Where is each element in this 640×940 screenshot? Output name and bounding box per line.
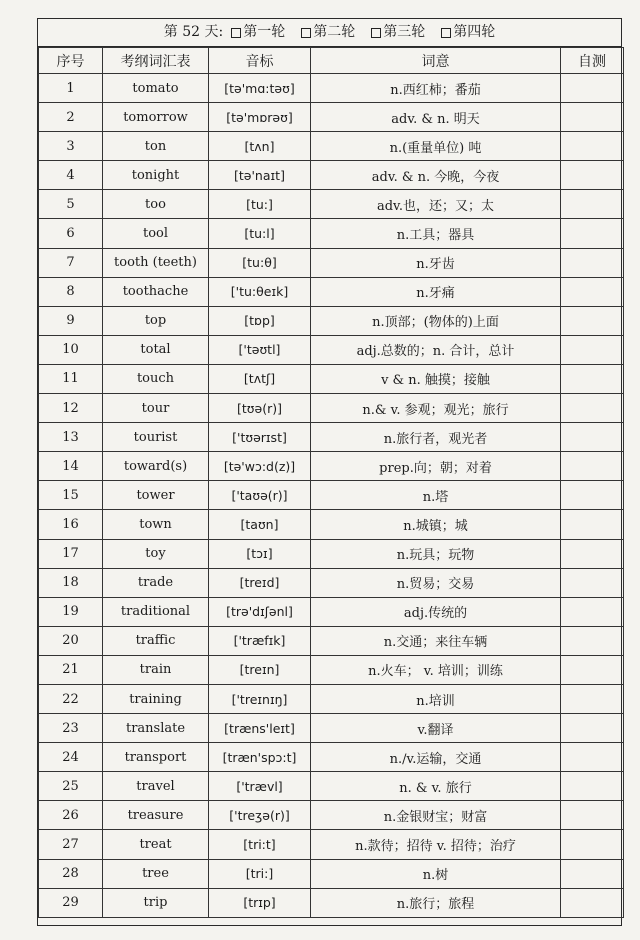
table-row (39, 626, 624, 655)
row-phonetic: [tə'mɑ:təʊ] (209, 74, 311, 103)
row-word: trade (103, 568, 209, 597)
row-selftest-cell[interactable] (561, 394, 624, 423)
row-word: travel (103, 772, 209, 801)
row-phonetic: [tu:] (209, 190, 311, 219)
row-meaning: n.贸易；交易 (311, 568, 561, 597)
row-selftest-cell[interactable] (561, 132, 624, 161)
vocabulary-table (38, 47, 624, 918)
row-meaning: n.培训 (311, 684, 561, 713)
row-selftest-cell[interactable] (561, 103, 624, 132)
row-word: tower (103, 481, 209, 510)
row-number: 25 (39, 772, 103, 801)
row-phonetic: [træn'spɔ:t] (209, 743, 311, 772)
row-word: toy (103, 539, 209, 568)
row-phonetic: ['tu:θeɪk] (209, 277, 311, 306)
table-row (39, 248, 624, 277)
table-row (39, 888, 624, 917)
table-row (39, 568, 624, 597)
table-row (39, 772, 624, 801)
row-word: tomorrow (103, 103, 209, 132)
round-3-checkbox[interactable]: 第三轮 (371, 19, 425, 46)
row-meaning: n.交通；来往车辆 (311, 626, 561, 655)
row-selftest-cell[interactable] (561, 743, 624, 772)
row-number: 5 (39, 190, 103, 219)
col-number-header: 序号 (39, 48, 103, 74)
row-selftest-cell[interactable] (561, 714, 624, 743)
row-phonetic: ['təʊtl] (209, 335, 311, 364)
row-number: 12 (39, 394, 103, 423)
row-number: 6 (39, 219, 103, 248)
row-word: tree (103, 859, 209, 888)
row-word: train (103, 655, 209, 684)
row-number: 28 (39, 859, 103, 888)
row-number: 14 (39, 452, 103, 481)
row-phonetic: [tʌn] (209, 132, 311, 161)
row-phonetic: [tə'naɪt] (209, 161, 311, 190)
row-number: 24 (39, 743, 103, 772)
row-word: traditional (103, 597, 209, 626)
row-word: tour (103, 394, 209, 423)
row-number: 16 (39, 510, 103, 539)
col-selftest-header: 自测 (561, 48, 624, 74)
row-meaning: n.顶部；(物体的)上面 (311, 306, 561, 335)
row-word: treasure (103, 801, 209, 830)
row-selftest-cell[interactable] (561, 423, 624, 452)
row-word: tooth (teeth) (103, 248, 209, 277)
row-word: treat (103, 830, 209, 859)
row-meaning: n.旅行者，观光者 (311, 423, 561, 452)
row-meaning: adv. & n. 今晚，今夜 (311, 161, 561, 190)
row-word: tomato (103, 74, 209, 103)
row-selftest-cell[interactable] (561, 888, 624, 917)
row-meaning: n.城镇；城 (311, 510, 561, 539)
row-phonetic: [tu:θ] (209, 248, 311, 277)
row-selftest-cell[interactable] (561, 539, 624, 568)
row-meaning: n.牙痛 (311, 277, 561, 306)
row-meaning: n.款待；招待 v. 招待；治疗 (311, 830, 561, 859)
row-word: top (103, 306, 209, 335)
row-number: 20 (39, 626, 103, 655)
table-row (39, 452, 624, 481)
row-meaning: v.翻译 (311, 714, 561, 743)
row-word: toothache (103, 277, 209, 306)
row-meaning: adj.总数的；n. 合计，总计 (311, 335, 561, 364)
table-row (39, 306, 624, 335)
row-number: 11 (39, 364, 103, 393)
row-meaning: adv. & n. 明天 (311, 103, 561, 132)
round-1-checkbox[interactable]: 第一轮 (231, 19, 285, 46)
checkbox-icon (441, 28, 451, 38)
row-phonetic: [tɒp] (209, 306, 311, 335)
vocabulary-sheet (37, 18, 622, 926)
table-row (39, 539, 624, 568)
table-row (39, 801, 624, 830)
table-row (39, 714, 624, 743)
row-selftest-cell[interactable] (561, 801, 624, 830)
table-row (39, 684, 624, 713)
table-row (39, 394, 624, 423)
row-meaning: n.火车； v. 培训；训练 (311, 655, 561, 684)
row-meaning: n.旅行；旅程 (311, 888, 561, 917)
row-selftest-cell[interactable] (561, 684, 624, 713)
row-meaning: n.西红柿；番茄 (311, 74, 561, 103)
row-phonetic: [tu:l] (209, 219, 311, 248)
table-row (39, 364, 624, 393)
row-phonetic: [treɪd] (209, 568, 311, 597)
row-meaning: n.牙齿 (311, 248, 561, 277)
table-row (39, 103, 624, 132)
row-meaning: adj.传统的 (311, 597, 561, 626)
table-row (39, 423, 624, 452)
row-word: town (103, 510, 209, 539)
row-number: 15 (39, 481, 103, 510)
row-word: training (103, 684, 209, 713)
table-row (39, 74, 624, 103)
row-phonetic: [tʊə(r)] (209, 394, 311, 423)
row-number: 8 (39, 277, 103, 306)
table-row (39, 655, 624, 684)
row-number: 10 (39, 335, 103, 364)
day-banner (38, 19, 621, 47)
row-selftest-cell[interactable] (561, 597, 624, 626)
row-word: ton (103, 132, 209, 161)
row-number: 26 (39, 801, 103, 830)
row-phonetic: [trə'dɪʃənl] (209, 597, 311, 626)
col-word-header: 考纲词汇表 (103, 48, 209, 74)
row-word: total (103, 335, 209, 364)
row-meaning: n.(重量单位) 吨 (311, 132, 561, 161)
row-selftest-cell[interactable] (561, 74, 624, 103)
row-number: 23 (39, 714, 103, 743)
row-phonetic: ['taʊə(r)] (209, 481, 311, 510)
table-row (39, 481, 624, 510)
row-selftest-cell[interactable] (561, 830, 624, 859)
row-meaning: n.& v. 参观；观光；旅行 (311, 394, 561, 423)
row-word: tonight (103, 161, 209, 190)
row-word: transport (103, 743, 209, 772)
row-number: 1 (39, 74, 103, 103)
row-meaning: n./v.运输，交通 (311, 743, 561, 772)
row-number: 3 (39, 132, 103, 161)
row-word: touch (103, 364, 209, 393)
row-meaning: prep.向；朝；对着 (311, 452, 561, 481)
row-number: 7 (39, 248, 103, 277)
row-selftest-cell[interactable] (561, 772, 624, 801)
row-number: 19 (39, 597, 103, 626)
row-word: tourist (103, 423, 209, 452)
row-phonetic: ['treʒə(r)] (209, 801, 311, 830)
row-number: 29 (39, 888, 103, 917)
row-meaning: adv.也，还；又；太 (311, 190, 561, 219)
round-2-checkbox[interactable]: 第二轮 (301, 19, 355, 46)
table-row (39, 277, 624, 306)
row-phonetic: [træns'leɪt] (209, 714, 311, 743)
day-label: 第 52 天: (163, 24, 224, 40)
row-phonetic: [tə'wɔ:d(z)] (209, 452, 311, 481)
row-selftest-cell[interactable] (561, 452, 624, 481)
row-meaning: n.玩具；玩物 (311, 539, 561, 568)
col-phonetic-header: 音标 (209, 48, 311, 74)
row-phonetic: [treɪn] (209, 655, 311, 684)
row-selftest-cell[interactable] (561, 859, 624, 888)
row-meaning: n.树 (311, 859, 561, 888)
row-selftest-cell[interactable] (561, 335, 624, 364)
row-selftest-cell[interactable] (561, 655, 624, 684)
row-phonetic: [tri:t] (209, 830, 311, 859)
round-4-checkbox[interactable]: 第四轮 (441, 19, 495, 46)
row-phonetic: [tɔɪ] (209, 539, 311, 568)
row-selftest-cell[interactable] (561, 568, 624, 597)
row-meaning: n.工具；器具 (311, 219, 561, 248)
row-selftest-cell[interactable] (561, 364, 624, 393)
row-selftest-cell[interactable] (561, 510, 624, 539)
row-selftest-cell[interactable] (561, 626, 624, 655)
row-phonetic: [taʊn] (209, 510, 311, 539)
row-word: trip (103, 888, 209, 917)
row-meaning: n. & v. 旅行 (311, 772, 561, 801)
row-number: 18 (39, 568, 103, 597)
table-body (39, 74, 624, 918)
row-meaning: v & n. 触摸；接触 (311, 364, 561, 393)
table-row (39, 190, 624, 219)
row-word: translate (103, 714, 209, 743)
table-row (39, 743, 624, 772)
row-phonetic: ['tʊərɪst] (209, 423, 311, 452)
row-number: 9 (39, 306, 103, 335)
row-number: 21 (39, 655, 103, 684)
checkbox-icon (231, 28, 241, 38)
table-row (39, 597, 624, 626)
table-row (39, 132, 624, 161)
row-meaning: n.金银财宝；财富 (311, 801, 561, 830)
table-row (39, 859, 624, 888)
row-selftest-cell[interactable] (561, 306, 624, 335)
row-phonetic: [trɪp] (209, 888, 311, 917)
col-meaning-header: 词意 (311, 48, 561, 74)
row-number: 17 (39, 539, 103, 568)
checkbox-icon (371, 28, 381, 38)
table-row (39, 335, 624, 364)
row-selftest-cell[interactable] (561, 248, 624, 277)
row-phonetic: [tri:] (209, 859, 311, 888)
row-selftest-cell[interactable] (561, 481, 624, 510)
row-word: toward(s) (103, 452, 209, 481)
row-number: 27 (39, 830, 103, 859)
row-number: 4 (39, 161, 103, 190)
table-row (39, 830, 624, 859)
table-row (39, 510, 624, 539)
row-phonetic: [tə'mɒrəʊ] (209, 103, 311, 132)
row-word: too (103, 190, 209, 219)
row-number: 22 (39, 684, 103, 713)
row-phonetic: ['trævl] (209, 772, 311, 801)
row-meaning: n.塔 (311, 481, 561, 510)
checkbox-icon (301, 28, 311, 38)
row-number: 13 (39, 423, 103, 452)
table-header-row (39, 48, 624, 74)
row-selftest-cell[interactable] (561, 161, 624, 190)
row-word: tool (103, 219, 209, 248)
table-row (39, 219, 624, 248)
row-selftest-cell[interactable] (561, 190, 624, 219)
row-phonetic: ['træfɪk] (209, 626, 311, 655)
row-number: 2 (39, 103, 103, 132)
row-selftest-cell[interactable] (561, 219, 624, 248)
row-selftest-cell[interactable] (561, 277, 624, 306)
row-phonetic: ['treɪnɪŋ] (209, 684, 311, 713)
table-row (39, 161, 624, 190)
row-phonetic: [tʌtʃ] (209, 364, 311, 393)
row-word: traffic (103, 626, 209, 655)
